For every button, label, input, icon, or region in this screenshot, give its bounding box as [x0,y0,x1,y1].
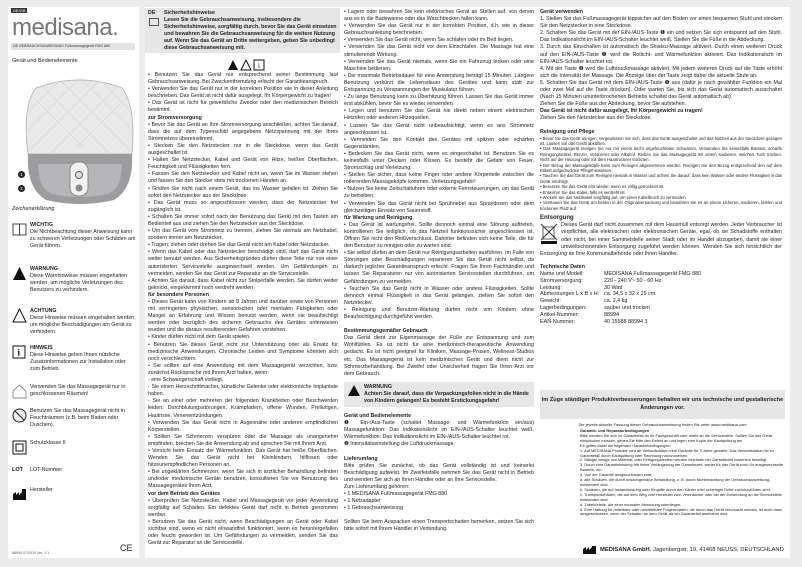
warranty-item: d. Zubehörteile, die einer normalen Abnutzung unterliegen. [580,501,682,507]
text-block: Zum Lieferumfang gehören: [344,483,410,490]
medisana-logo: medisana. [12,14,119,41]
legend-title-2: ACHTUNG [30,308,57,314]
text-block: • Verwenden Sie das Gerät nur in der korrekten Position wie in dieser Anleitung beschrieben. Das Gerät ist nicht dafür ausgelegt, Ihr Körpergewicht zu tragen! [148,86,338,100]
legend-text [30,440,136,447]
manufacturer-icon [12,487,27,502]
text-block: vor dem Betrieb des Gerätes [148,490,221,497]
legend-desc: Verwenden Sie das Massagegerät nur in geschlossenen Räumen! [30,384,126,397]
cleaning-title: Reinigung und Pflege [540,128,595,135]
usage-last: Ziehen Sie den Netzstecker aus der Steckdose. [540,115,652,122]
usage-step: 4. Mit der Taste ❷ wird die Luftdruckmassage aktiviert. Mit jedem weiteren Druck auf die Taste erhöht sich die Intensität der Massage. Die Anzeige über der Taste zeigt dabei die aktuelle Stufe an. [540,65,782,79]
disposal-title: Entsorgung [540,215,574,222]
warranty-item: Bitte wenden Sie sich im Garantiefall an Ihr Fachgeschäft oder direkt an die Servicestelle. Sollten Sie das Gerät einschicken müssen, geben Sie bitte den Defekt an und legen eine Kopie der Kaufquittung bei. [580,432,773,443]
text-block: • Schalten Sie immer sofort nach der Benutzung das Gerät mit den Tasten am Bedienteil aus und ziehen Sie den Netzstecker aus der Steckdose. [148,213,338,227]
spacer [344,512,534,519]
spacer [344,449,534,456]
warranty-item: 3. Durch eine Garantieleistung tritt keine Verlängerung der Garantiezeit, weder für das Gerät noch für ausgewechselte Bauteile, ein. [580,462,784,473]
tech-key: Leistung: [540,284,562,291]
info-icon [12,345,27,360]
text-block: - Sie an einer oder mehreren der folgenden Krankheiten oder Beschwerden leiden: Durchblutungsstörungen, Krampfadern, offene Wunden, Prellungen, Hautrisse, Venenentzündungen. [148,398,338,419]
tech-key: Artikel-Nummer: [540,311,579,318]
company-name: MEDISANA GmbH [600,547,650,553]
cleaning-item: • Wickeln Sie das Netzkabel sorgfältig auf, um einen Kabelbruch zu vermeiden. [540,195,687,201]
cleaning-item: • Verstauen Sie das Gerät am besten in der Originalverpackung und bewahren Sie es an einem sicheren, sauberen, kühlen und trockenen Platz auf. [540,200,782,211]
cleaning-item: • Das Massagegerät reinigen Sie nur mit einem leicht angefeuchteten Schwamm. Verwenden Sie keinesfalls Bürsten, scharfe Reinigungsmittel, Benzin, Verdünner oder Alkohol. Reiben Sie das Massagegerät mit einem sauberen, weichen Tuch trocken. Nicht auf der Heizung oder mit dem Haartrockner trocknen. [540,146,782,163]
legend-title-1: WARNUNG [30,266,58,272]
legend-desc: Die Nichtbeachtung dieser Anweisung kann zu schweren Verletzungen oder Schäden am Gerät führen. [30,229,136,249]
text-block: für Wartung und Reinigung [344,214,413,221]
tech-value: 220 - 240 V~ 50 - 60 Hz [604,277,662,284]
cleaning-item: • Benutzen Sie das Gerät erst wieder, wenn es völlig getrocknet ist. [540,184,665,190]
tech-value: ca. 34,5 x 32 x 15 cm [604,291,656,298]
text-block: Bestimmungsgemäßer Gebrauch [344,328,428,335]
safety-box [145,8,340,53]
tech-key: Gewicht: [540,298,561,305]
warranty-item: 2. Mängel infolge von Material- oder Fertigungsfehlern werden innerhalb der Garantiezeit kostenlos beseitigt. [580,457,768,463]
protection-class-icon [12,440,27,455]
text-block: • Achten Sie darauf, dass Kabel nicht zur Stolperfalle werden. Sie dürfen weder geknickt, eingeklemmt noch verdreht werden. [148,277,338,291]
legend-desc: Benutzen Sie das Massagegerät nicht in Feuchträumen (z.B. beim Baden oder Duschen). [30,408,125,428]
usage-step: Ziehen Sie die Füße aus der Abdeckung, bevor Sie aufstehen. [540,101,687,108]
text-block: • Benutzen Sie das Gerät nur entsprechend seiner Bestimmung laut Gebrauchsanweisung. Bei Zweckentfremdung erlischt der Garantieanspruch. [148,72,338,86]
tech-row [540,291,782,298]
legend-desc: Hersteller [30,487,53,493]
text-block: • Lassen Sie das Gerät nicht unbeaufsichtigt, wenn es ans Stromnetz angeschlossen ist. [344,122,534,136]
text-block: • Das Gerät ist nicht für gewerbliche Zwecke oder den medizinischen Bereich bestimmt. [148,100,338,114]
usage-step: 5. Schalten Sie das Gerät mit dem EIN-/AUS-Taste ❶ aus (dafür je nach gewählter Funktion ein Mal oder zwei Mal auf die Taste drücken). Oder warten Sie, bis sich das Gerät automatisch ausschaltet (Nach 15 Minuten ununterbrochenen Betriebs schaltet das Gerät automatisch ab). [540,79,782,101]
language-badge: DE/GB [13,8,26,13]
text-block: • Kinder dürfen nicht mit dem Gerät spielen. [148,334,251,341]
warning-box [344,382,534,407]
waste-bin-icon [540,222,558,244]
text-block: • Verwenden Sie das Gerät nicht, wenn Sie schlafen oder im Bett liegen. [344,37,514,44]
disposal-text: Dieses Gerät darf nicht zusammen mit dem Hausmüll entsorgt werden. Jeder Verbraucher ist verpflichtet, alle elektrischen oder elektronischen Geräte, egal, ob sie Schadstoffe enthalten oder nicht, bei einer Sammelstelle seiner Stadt oder im Handel abzugeben, damit sie einer umweltschonenden Entsorgung zugeführt werden können. Wenden Sie sich hinsichtlich der Entsorgung an Ihre Kommunalbehörde oder Ihren Händler. [540,222,782,257]
manufacturer-icon [583,546,597,554]
safety-lang: DE [148,10,156,16]
usage-step: 1. Stellen Sie das Fußmassagegerät kippsicher auf den Boden vor einen bequemen Stuhl und stecken Sie den Netzstecker in eine Steckdose. [540,16,782,30]
tech-row [540,312,782,319]
safety-icons [227,58,267,70]
tech-row [540,278,782,285]
tech-key: Abmessungen L x B x H: [540,291,600,298]
callout-2: 2 [18,185,25,192]
text-block: • Die maximale Betriebsdauer für eine Anwendung beträgt 15 Minuten. Längere Benutzung verkürzt die Lebensdauer des Gerätes und kann statt zur Entspannung zu Verspannungen der Muskulatur führen. [344,72,534,94]
text-block: • Legen und benutzen Sie das Gerät nie direkt neben einem elektrischen Heizofen oder anderen Hitzequellen. [344,108,534,122]
warning-outline-icon [12,308,27,323]
text-block: • Verwenden Sie das Gerät nicht vor dem Einschlafen. Die Massage hat eine stimulierende Wirkung. [344,44,534,58]
online-notice: Die jeweils aktuelle Fassung dieser Gebrauchsanweisung finden Sie unter www.medisana.com [578,422,747,427]
text-block: Gerät und Bedienelemente [344,413,412,420]
text-block: • Halten Sie Netzstecker, Kabel und Gerät von Hitze, heißen Oberflächen, Feuchtigkeit und Flüssigkeiten fern. [148,157,338,171]
safety-column [148,72,338,547]
text-block: Das Gerät dient zur Eigenmassage der Füße zur Entspannung und zum Wohlfühlen. Es ist nicht für eine medizinisch-therapeutische Anwendung gedacht. Es ist nicht geeignet für Kliniken, Massage-Praxen, Wellness-Studios etc. Das Massagegerät ist kein medizinisches Gerät und dient nicht zur Schmerzbehandlung. Bei Zweifel oder Unsicherheit fragen Sie Ihren Arzt vor dem Gebrauch. [344,335,534,377]
usage-weight-warning: Das Gerät ist nicht dafür ausgelegt, Ihr Körpergewicht zu tragen! [540,108,703,115]
usage-column [540,9,782,325]
safety-title: Sicherheitshinweise [164,10,215,16]
text-block: • Lagern oder bewahren Sie kein elektrisches Gerät an Stellen auf, von denen aus es in die Badewanne oder das Waschbecken fallen kann. [344,9,534,23]
text-block: • Wenn das Kabel oder das Netzstecker beschädigt sind, darf das Gerät nicht weiter benutzt werden. Aus Sicherheitsgründen dürfen diese Teile nur von einer autorisierten Servicestelle ausgewechselt werden. Um Gefährdungen zu vermeiden, senden Sie das Gerät zur Reparatur an die Servicestelle. [148,249,338,277]
tech-key: Lagerbedingungen: [540,304,587,311]
house-icon [12,384,27,399]
usage-title: Gerät verwenden [540,9,583,15]
warranty-item: 4. Von der Garantie ausgeschlossen sind: [580,472,653,478]
text-block: Lieferumfang [344,455,378,462]
text-block: - eine Schwangerschaft vorliegt, [148,377,224,384]
warranty-title: Garantie- und Reparaturbedingungen [580,428,650,433]
cleaning-item: • Bevor Sie das Gerät reinigen, vergewissern Sie sich, dass das Gerät ausgeschaltet und das Netzteil aus der Steckdose gezogen ist. Lassen Sie das Gerät abkühlen. [540,135,782,146]
warning-title: WARNUNG [364,383,392,390]
device-image [22,76,138,206]
legend-title: Zeichenerklärung [12,206,55,212]
text-block: • Vorsicht beim Einsatz der Wärmefunktion. Das Gerät hat heiße Oberflächen. Wenden Sie das Gerät nicht bei Kleinkindern, hilflosen oder hitzeunempfindlichen Personen an. [148,447,338,469]
text-block: • Dieses Gerät kann von Kindern ab 8 Jahren und darüber sowie von Personen mit verringerten physischen, sensorischen oder mentalen Fähigkeiten oder Mangel an Erfahrung und Wissen benutzt werden, wenn sie beaufsichtigt werden oder bezüglich des sicheren Gebrauchs des Gerätes unterwiesen wurden und die daraus resultierenden Gefahren verstehen. [148,299,338,334]
no-shower-icon [12,408,27,423]
legend-text [30,408,136,429]
legend-desc: Schutzklasse II [30,440,66,446]
warranty-item: 5. Eine Haftung für mittelbare oder unmittelbare Folgeschäden, die durch das Gerät verursacht werden, ist auch dann ausgeschlossen, wenn der Schaden an dem Gerät als ein Garantiefall anerkannt wird. [580,506,783,517]
warranty-item: c. Transportschäden, die auf dem Weg vom Hersteller zum Verbraucher oder bei der Einsendung an die Servicestelle entstanden sind. [580,491,782,502]
text-block: • Reinigung und Benutzer-Wartung dürfen nicht von Kindern ohne Beaufsichtigung durchgeführt werden. [344,306,534,321]
tech-value: sauber und trocken [604,304,651,311]
legend-text [30,266,136,294]
tech-value: 88994 [604,311,619,318]
tech-row [540,305,782,312]
warranty-item: a. alle Schäden, die durch unsachgemäße Behandlung, z. B. durch Nichtbeachtung der Gebrauchsanweisung, entstanden sind. [580,477,771,487]
manual-header-bar: DE GEBRAUCHSANWEISUNG Fußmassagegerät FMG 880 [11,43,135,50]
text-block: • 1 Gebrauchsanweisung [344,505,403,512]
tech-value: 30 Watt [604,284,623,291]
book-icon [149,18,159,26]
text-block: • Stellen Sie sicher, dass keine Finger oder andere Körperteile zwischen die rotierenden Massageköpfe kommen. Verletzungsgefahr! [344,172,534,186]
legend-text [30,308,136,336]
tech-key: EAN-Nummer: [540,318,576,325]
safety-text: Lesen Sie die Gebrauchsanweisung, insbesondere die Sicherheitshinweise, sorgfältig durch, bevor Sie das Gerät einsetzen und bewahren Sie die Gebrauchsanweisung für die weitere Nutzung auf. Wenn Sie das Gerät an Dritte weitergeben, geben Sie unbedingt diese Gebrauchsanweisung mit. [164,17,337,51]
footer-version: 88994 07/2019 Ver. 1.1 [12,551,50,555]
text-block: • Greifen Sie nicht nach einem Gerät, das ins Wasser gefallen ist. Ziehen Sie sofort den Netzstecker aus der Steckdose. [148,185,338,199]
tech-title: Technische Daten [540,263,585,270]
cleaning-item: • Der Bezug der Massageköpfe kann zum Reinigen abgenommen werden. Reinigen Sie den Bezug entsprechend den auf dem Etikett aufgedruckten Pflegehinweisen. [540,162,782,174]
svg-text:i: i [258,62,260,70]
warning-filled-icon [228,60,238,70]
text-block: ❷ Intensitätseinstellung der Luftdruckmassage [344,441,454,448]
tech-row [540,271,782,278]
device-title: Gerät und Bedienelemente [12,58,78,64]
usage-step: 3. Durch das Einschalten ist automatisch die Shiatsu-Massage aktiviert. Durch einen weiteren Druck auf den EIN-/AUS-Taste ❶ wird die Rotlicht- und Wärmefunktion aktiviert. Das Indikationslicht im EIN-/AUS-Schalter leuchtet rot. [540,44,782,65]
legend-desc: Diese Hinweise geben Ihnen nützliche Zusatzinformationen zur Installation oder zum Betrieb. [30,352,126,372]
tech-value: 40 15588 88994 3 [604,318,648,325]
warning-filled-icon [348,385,360,399]
text-block: • Tauchen Sie das Gerät nicht in Wasser oder andere Flüssigkeiten. Sollte dennoch einmal Flüssigkeit in das Gerät gelangen, ziehen Sie sofort den Netzstecker. [344,285,534,306]
text-block: • Verwenden Sie das Gerät nur in der korrekten Position, d.h. wie in dieser Gebrauchsanleitung beschrieben. [344,23,534,37]
text-block: • Verwenden Sie das Gerät niemals, wenn Sie ein Fahrzeug lenken oder eine Maschine bedienen. [344,58,534,72]
tech-row [540,298,782,305]
text-block: • Um das Gerät vom Stromnetz zu trennen, ziehen Sie niemals am Netzkabel, sondern immer am Netzstecker. [148,228,338,242]
legend-text [30,222,136,250]
text-block: • Zu lange Benutzung kann zu Überhitzung führen. Lassen Sie das Gerät immer erst abkühlen, bevor Sie es wieder verwenden. [344,94,534,108]
tech-key: Stromversorgung: [540,277,583,284]
legend-desc: LOT-Nummer [30,467,63,473]
text-block: für besondere Personen [148,291,209,298]
tech-value: ca. 2,4 kg [604,298,628,305]
cleaning-item: • Tauchen Sie das Gerät zum Reinigen niemals in Wasser und achten Sie darauf, dass kein Wasser oder andere Flüssigkeit in das Gerät eindringt. [540,173,782,184]
usage-step: 2. Schalten Sie das Gerät mit der EIN-/AUS-Taste ❶ ein und setzen Sie sich entspannt auf den Stuhl. Das Indikationslicht im EIN-/AUS-Schalter leuchtet weiß. Stellen Sie die Füße in die Abdeckung. [540,30,782,44]
ce-mark: CE [120,543,133,553]
text-block: • Vermeiden Sie den Kontakt des Gerätes mit spitzen oder scharfen Gegenständen. [344,136,534,150]
text-block: • Bevor Sie das Gerät an Ihre Stromversorgung anschließen, achten Sie darauf, dass die auf dem Typenschild angegebene Netzspannung mit der Ihres Stromnetzes übereinstimmt. [148,121,338,142]
callout-1: 1 [18,171,25,178]
text-block: • Benutzen Sie das Gerät nicht, wenn Beschädigungen an Gerät oder Kabel sichtbar sind, wenn es nicht einwandfrei funktioniert, wenn es heruntergefallen oder feucht geworden ist. Um Gefährdungen zu vermeiden, senden Sie das Gerät zur Reparatur an die Servicestelle. [148,518,338,547]
text-block: • Bei ungeklärten Schmerzen, wenn Sie sich in ärztlicher Behandlung befinden und/oder medizinische Geräte benutzen, konsultieren Sie vor Benutzung des Massagegerätes Ihren Arzt. [148,469,338,490]
text-block: • Nutzen Sie keine Zeitschaltuhren oder externe Fernsteuerungen, um das Gerät zu betreiben. [344,186,534,200]
improvement-notice: Im Zuge ständiger Produktverbesserungen behalten wir uns technische und gestalterische Änderungen vor. [540,390,785,419]
svg-text:i: i [17,347,21,358]
warning-filled-icon [12,266,27,281]
legend-desc: Diese Hinweise müssen eingehalten werden, um mögliche Beschädigungen am Gerät zu verhindern. [30,315,136,335]
text-block: • Stecken Sie den Netzstecker nur in die Steckdose, wenn das Gerät ausgeschaltet ist. [148,142,338,157]
text-block: • 1 Netzadapter [344,498,381,505]
text-block: ❶ Ein-/Aus-Taste (schaltet Massage- und Wärmefunktion ein/aus) Massagefunktion: Das Indikationslicht im EIN-/AUS-Schalter leuchtet weiß. Wärmefunktion: Das Indikationslicht im EIN-/AUS-Schalter leuchtet rot. [344,420,534,441]
warranty-item: 1. Auf MEDISANA Produkte wird ab Verkaufsdatum eine Garantie für 3 Jahre gewährt. Das Verkaufsdatum ist im Garantiefall durch Kaufquittung oder Rechnung nachzuweisen. [580,447,774,458]
text-block: Bitte prüfen Sie zunächst, ob das Gerät vollständig ist und keinerlei Beschädigung aufweist. Im Zweifelsfalle nehmen Sie das Gerät nicht in Betrieb und wenden Sie sich an Ihren Händler oder an Ihre Servicestelle. [344,462,534,483]
text-block: • Benutzen Sie dieses Gerät nicht zur Unterstützung oder als Ersatz für medizinische Anwendungen. Chronische Leiden und Symptome könnten sich noch verschlechtern. [148,341,338,362]
text-block: • 1 MEDISANA Fußmassagegerät FMG 880 [344,491,448,497]
tech-row [540,319,782,326]
company-line [583,546,784,554]
text-block: Sollten Sie beim Auspacken einen Transportschaden bemerken, setzen Sie sich bitte sofort mit Ihrem Händler in Verbindung. [344,519,534,533]
text-block: - Sie einen Herzschrittmacher, künstliche Gelenke oder elektronische Implantate haben. [148,384,338,398]
text-block: • Verwenden Sie das Gerät nicht bei Sprühnebel aus Spraydosen oder dem gleichzeitigen Einsatz von Sauerstoff. [344,200,534,214]
text-block: • Überprüfen Sie Netzstecker, Kabel und Massagegerät vor jeder Anwendung sorgfältig auf Schäden. Ein defektes Gerät darf nicht in Betrieb genommen werden. [148,497,338,518]
warranty-item: Es gelten dabei die folgenden Garantiebedingungen: [580,442,671,448]
spacer [344,321,534,328]
legend-desc: Diese Warnhinweise müssen eingehalten werden, um mögliche Verletzungen des Benutzers zu verhindern. [30,273,127,293]
text-block: • Sollten Sie Schmerzen verspüren oder die Massage als unangenehm empfinden, brechen Sie die Anwendung ab und sprechen Sie mit Ihrem Arzt. [148,433,338,447]
text-block: zur Stromversorgung [148,114,202,121]
safety-column-2 [344,9,534,533]
tech-row [540,285,782,292]
legend-title-3: HINWEIS [30,345,53,351]
tech-key: Name und Modell: [540,270,584,277]
lot-icon: LOT [12,467,23,473]
company-address: , Jagenbergstr. 19, 41468 NEUSS, DEUTSCHLAND [649,547,784,553]
tech-value: MEDISANA Fußmassagegerät FMG 880 [604,270,702,277]
cleaning-item: • Entwirren Sie das Kabel, falls es verdreht ist. [540,189,626,195]
text-block: • Bedecken Sie das Gerät nicht, wenn es eingeschaltet ist. Benutzen Sie es keinesfalls unter Decken oder Kissen. Es besteht die Gefahr von Feuer, Stromschlag und Verletzung. [344,150,534,172]
text-block: • Fassen Sie den Netzstecker und Kabel nicht an, wenn Sie im Wasser stehen und fassen Sie den Stecker stets mit trockenen Händen an. [148,171,338,185]
book-icon [12,222,27,237]
legend-text [30,345,136,373]
text-block: • Sie selbst dürfen an dem Gerät nur Reinigungsarbeiten ausführen. Im Falle von Störungen oder Beschädigungen reparieren Sie das Gerät nicht selbst, da dadurch jeglicher Garantieanspruch erlischt. Fragen Sie Ihren Fachhändler und lassen Sie Reparaturen nur von autorisierten Servicestellen durchführen, um Gefährdungen zu vermeiden. [344,250,534,285]
text-block: • Das Gerät ist wartungsfrei. Sollte dennoch einmal eine Störung auftreten, kontrollieren Sie lediglich, ob das Netzteil funktionssicher angeschlossen ist. Öffnen Sie nicht den Reißverschluss. Dahinter befinden sich keine Teile, die für den Benutzer zu reinigen oder zu warten sind. [344,221,534,250]
legend-text [30,384,136,398]
warning-outline-icon [241,60,251,70]
warning-text: Achten Sie darauf, dass die Verpackungsfolien nicht in die Hände von Kindern gelangen! Es besteht Erstickungsgefahr! [364,390,529,404]
warranty-item: b. Schäden, die auf Instandsetzung oder Eingriffe durch den Käufer oder unbefugte Dritte zurückzuführen sind. [580,486,771,492]
text-block: • Das Gerät muss so angeschlossen werden, dass der Netzstecker frei zugänglich ist. [148,199,338,213]
legend-text [30,487,136,494]
legend-text [30,467,136,474]
text-block: • Verwenden Sie das Gerät nicht in Augennähe oder anderen empfindlichen Körperstellen. [148,419,338,433]
legend-title-0: WICHTIG [30,222,53,228]
text-block: • Tragen, ziehen oder drehen Sie das Gerät nicht am Kabel oder Netzstecker. [148,242,330,249]
text-block: • Sie sollten auf eine Anwendung mit dem Massagegerät verzichten, bzw. zunächst Rücksprache mit Ihrem Arzt halten, wenn: [148,362,338,376]
